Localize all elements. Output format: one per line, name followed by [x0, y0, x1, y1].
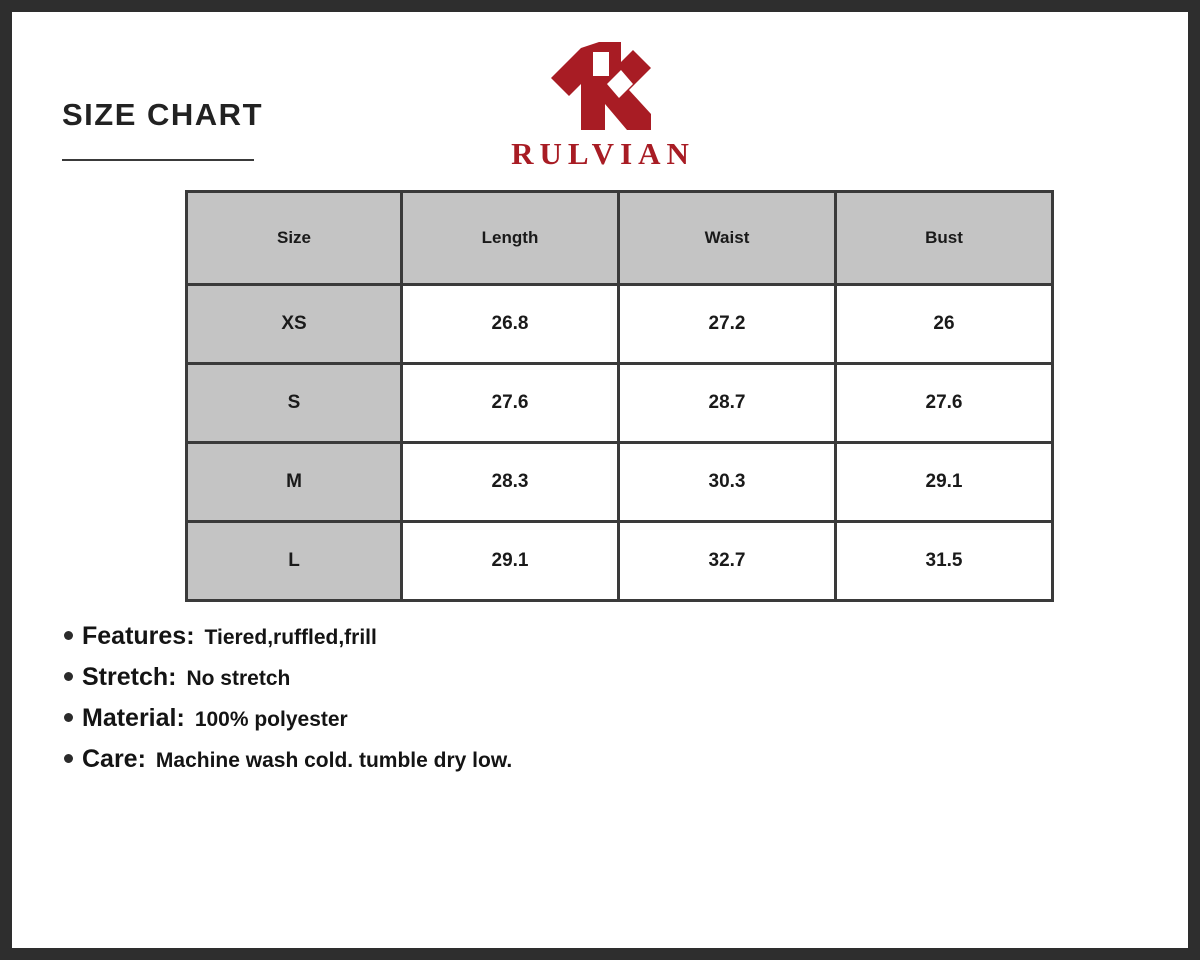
table-row: [188, 365, 1051, 441]
rulvian-monogram-icon: [547, 40, 653, 132]
table-header-row: [188, 193, 1051, 283]
list-item: [64, 622, 1064, 651]
note-label: Material:: [82, 704, 185, 732]
table-header-size: Size: [188, 193, 400, 283]
cell-size: S: [188, 365, 400, 441]
cell-size: L: [188, 523, 400, 599]
list-item: [64, 663, 1064, 692]
table-header-waist: Waist: [620, 193, 834, 283]
table-body: [188, 286, 1051, 599]
bullet-icon: [64, 672, 73, 681]
table-header: [188, 193, 1051, 283]
bullet-icon: [64, 754, 73, 763]
cell-waist: 32.7: [620, 523, 834, 599]
cell-bust: 27.6: [837, 365, 1051, 441]
size-table: [185, 190, 1054, 602]
cell-length: 27.6: [403, 365, 617, 441]
size-table-wrapper: [185, 190, 1041, 602]
cell-bust: 31.5: [837, 523, 1051, 599]
note-value: Tiered,ruffled,frill: [204, 626, 377, 649]
table-row: [188, 286, 1051, 362]
cell-length: 26.8: [403, 286, 617, 362]
list-item: [64, 704, 1064, 733]
cell-size: XS: [188, 286, 400, 362]
note-value: No stretch: [186, 667, 291, 690]
bullet-icon: [64, 631, 73, 640]
cell-bust: 29.1: [837, 444, 1051, 520]
note-label: Stretch:: [82, 663, 177, 691]
cell-bust: 26: [837, 286, 1051, 362]
cell-length: 28.3: [403, 444, 617, 520]
note-label: Features:: [82, 622, 195, 650]
brand-name: RULVIAN: [511, 136, 695, 171]
table-row: [188, 523, 1051, 599]
cell-waist: 30.3: [620, 444, 834, 520]
list-item: [64, 745, 1064, 774]
cell-waist: 28.7: [620, 365, 834, 441]
document-inner: [12, 12, 1188, 948]
note-value: Machine wash cold. tumble dry low.: [155, 749, 513, 772]
cell-size: M: [188, 444, 400, 520]
note-label: Care:: [82, 745, 146, 773]
cell-waist: 27.2: [620, 286, 834, 362]
brand-block: [12, 40, 1188, 172]
page-title: SIZE CHART: [62, 97, 263, 132]
bullet-icon: [64, 713, 73, 722]
notes-list: [64, 622, 1064, 786]
table-header-bust: Bust: [837, 193, 1051, 283]
table-row: [188, 444, 1051, 520]
table-header-length: Length: [403, 193, 617, 283]
cell-length: 29.1: [403, 523, 617, 599]
note-value: 100% polyester: [194, 708, 348, 731]
